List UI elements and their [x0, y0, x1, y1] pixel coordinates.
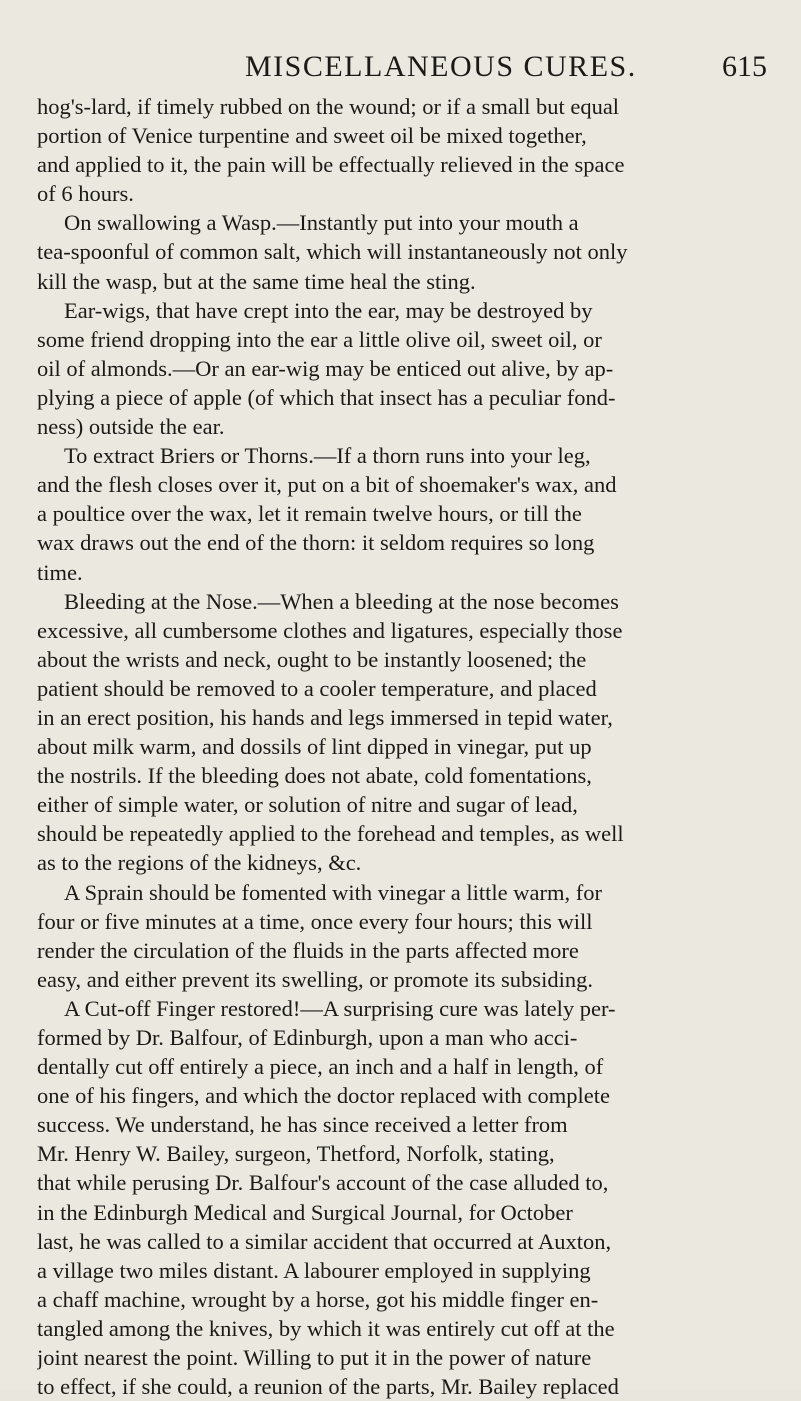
text-line: tangled among the knives, by which it was entirely cut off at the	[37, 1315, 615, 1341]
text-line: and applied to it, the pain will be effectually relieved in the space	[37, 152, 625, 178]
paragraph-start-line: Bleeding at the Nose.—When a bleeding at the nose becomes	[64, 588, 619, 614]
text-body	[37, 92, 769, 1401]
paragraph-start-line: A Cut-off Finger restored!—A surprising cure was lately per-	[64, 995, 616, 1021]
text-line: easy, and either prevent its swelling, or promote its subsiding.	[37, 966, 593, 992]
text-line: the nostrils. If the bleeding does not abate, cold fomentations,	[37, 763, 592, 789]
text-line: formed by Dr. Balfour, of Edinburgh, upon a man who acci-	[37, 1025, 578, 1050]
text-line: a village two miles distant. A labourer employed in supplying	[37, 1257, 591, 1283]
text-line: should be repeatedly applied to the forehead and temples, as well	[37, 821, 624, 847]
text-line: and the flesh closes over it, put on a bit of shoemaker's wax, and	[37, 472, 617, 498]
text-line: success. We understand, he has since received a letter from	[37, 1112, 568, 1138]
text-line: last, he was called to a similar accident that occurred at Auxton,	[37, 1228, 612, 1254]
text-line: plying a piece of apple (of which that insect has a peculiar fond-	[37, 384, 616, 410]
text-line: dentally cut off entirely a piece, an inch and a half in length, of	[37, 1054, 604, 1080]
text-line: render the circulation of the fluids in the parts affected more	[37, 937, 579, 963]
text-line: Mr. Henry W. Bailey, surgeon, Thetford, Norfolk, stating,	[37, 1141, 555, 1167]
text-line: time.	[37, 559, 83, 585]
text-line: portion of Venice turpentine and sweet oil be mixed together,	[37, 123, 587, 149]
text-line: about milk warm, and dossils of lint dipped in vinegar, put up	[37, 734, 592, 760]
paragraph-start-line: On swallowing a Wasp.—Instantly put into your mouth a	[64, 210, 579, 236]
text-line: excessive, all cumbersome clothes and ligatures, especially those	[37, 617, 623, 643]
text-line: to effect, if she could, a reunion of the parts, Mr. Bailey replaced	[37, 1374, 619, 1400]
text-line: hog's-lard, if timely rubbed on the wound; or if a small but equal	[37, 94, 620, 119]
text-line: patient should be removed to a cooler temperature, and placed	[37, 675, 597, 701]
text-line: in the Edinburgh Medical and Surgical Journal, for October	[37, 1199, 573, 1225]
text-line: a chaff machine, wrought by a horse, got his middle finger en-	[37, 1286, 599, 1312]
text-line: either of simple water, or solution of nitre and sugar of lead,	[37, 792, 578, 818]
text-line: wax draws out the end of the thorn: it seldom requires so long	[37, 530, 595, 556]
text-line: as to the regions of the kidneys, &c.	[37, 850, 362, 876]
text-line: tea-spoonful of common salt, which will instantaneously not only	[37, 239, 628, 265]
text-line: some friend dropping into the ear a little olive oil, sweet oil, or	[37, 326, 602, 352]
running-head: MISCELLANEOUS CURES.	[245, 50, 637, 83]
text-line: ness) outside the ear.	[37, 414, 225, 440]
text-line: a poultice over the wax, let it remain twelve hours, or till the	[37, 501, 582, 527]
paragraph-start-line: To extract Briers or Thorns.—If a thorn runs into your leg,	[64, 443, 591, 469]
text-line: joint nearest the point. Willing to put it in the power of nature	[37, 1345, 592, 1371]
text-line: in an erect position, his hands and legs immersed in tepid water,	[37, 704, 613, 730]
text-line: of 6 hours.	[37, 181, 134, 207]
paragraph-start-line: A Sprain should be fomented with vinegar a little warm, for	[64, 879, 603, 905]
page-header	[0, 50, 801, 90]
page-number: 615	[722, 50, 767, 83]
text-line: that while perusing Dr. Balfour's account of the case alluded to,	[37, 1170, 609, 1196]
text-line: four or five minutes at a time, once every four hours; this will	[37, 908, 593, 934]
text-line: kill the wasp, but at the same time heal the sting.	[37, 268, 476, 294]
text-line: about the wrists and neck, ought to be instantly loosened; the	[37, 646, 587, 672]
text-line: one of his fingers, and which the doctor replaced with complete	[37, 1083, 610, 1109]
text-line: oil of almonds.—Or an ear-wig may be enticed out alive, by ap-	[37, 355, 614, 381]
paragraph-start-line: Ear-wigs, that have crept into the ear, may be destroyed by	[64, 297, 593, 323]
